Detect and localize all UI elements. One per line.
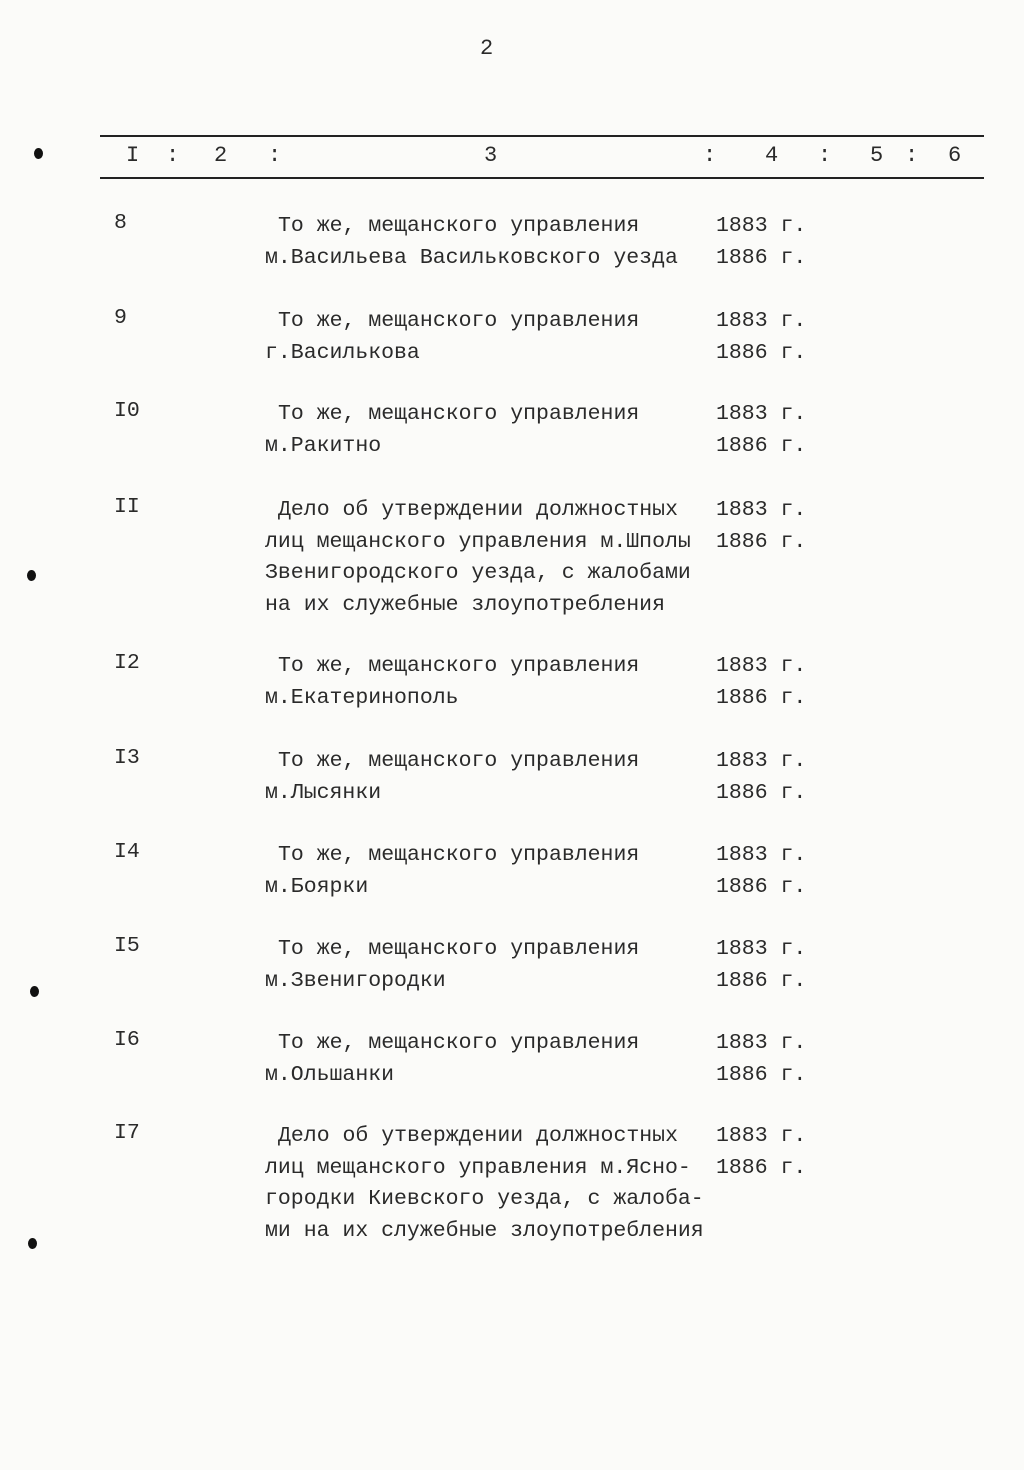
year: 1883 г. [716,937,807,961]
col-5: 5 [870,143,884,168]
description-line: на их служебные злоупотребления [265,592,665,617]
description-line: То же, мещанского управления [278,937,640,961]
year: 1886 г. [716,685,807,710]
year: 1883 г. [716,749,807,773]
col-4: 4 [765,143,779,168]
description-line: м.Звенигородки [265,968,446,993]
description-line: м.Ракитно [265,433,382,458]
entry-years [716,934,806,997]
entry-description [265,840,639,903]
entry-years [716,399,806,462]
description-line: То же, мещанского управления [278,214,640,238]
description-line: м.Лысянки [265,780,382,805]
col-6: 6 [948,143,962,168]
entry-number: 8 [114,211,127,235]
year: 1886 г. [716,968,807,993]
entry-description [265,399,639,462]
entry-number: 9 [114,306,127,330]
year: 1886 г. [716,1155,807,1180]
description-line: г.Василькова [265,340,420,365]
page-number: 2 [480,36,494,61]
entry-years [716,211,806,274]
entry-years [716,495,806,558]
year: 1886 г. [716,245,807,270]
entry-number: I7 [114,1121,140,1145]
description-line: То же, мещанского управления [278,749,640,773]
year: 1883 г. [716,402,807,426]
entry-number: I2 [114,651,140,675]
binder-hole [28,1238,37,1249]
description-line: То же, мещанского управления [278,654,640,678]
description-line: лиц мещанского управления м.Шполы [265,529,691,554]
description-line: Дело об утверждении должностных [278,1124,678,1148]
entry-description [265,211,678,274]
description-line: м.Боярки [265,874,369,899]
entry-description [265,746,639,809]
entry-number: I6 [114,1028,140,1052]
description-line: городки Киевского уезда, с жалоба- [265,1187,704,1211]
entry-number: II [114,495,140,519]
entry-description [265,306,639,369]
year: 1886 г. [716,1062,807,1087]
description-line: м.Ольшанки [265,1062,395,1087]
year: 1886 г. [716,780,807,805]
entry-years [716,746,806,809]
entry-years [716,840,806,903]
sep: : [905,143,919,168]
entry-years [716,1121,806,1184]
description-line: То же, мещанского управления [278,843,640,867]
binder-hole [27,570,36,581]
description-line: Дело об утверждении должностных [278,498,678,522]
year: 1883 г. [716,654,807,678]
sep: : [703,143,717,168]
year: 1883 г. [716,214,807,238]
description-line: То же, мещанского управления [278,402,640,426]
entry-number: I0 [114,399,140,423]
description-line: ми на их служебные злоупотребления [265,1218,704,1243]
entry-years [716,651,806,714]
entry-description [265,1121,704,1247]
description-line: м.Екатеринополь [265,685,459,710]
col-1: I [126,143,140,168]
entry-description [265,651,639,714]
year: 1883 г. [716,309,807,333]
description-line: То же, мещанского управления [278,1031,640,1055]
col-2: 2 [214,143,228,168]
entry-description [265,495,691,621]
col-3: 3 [484,143,498,168]
sep: : [818,143,832,168]
entry-description [265,1028,639,1091]
sep: : [166,143,180,168]
entry-years [716,1028,806,1091]
entry-description [265,934,639,997]
year: 1883 г. [716,843,807,867]
description-line: м.Васильева Васильковского уезда [265,245,678,270]
binder-hole [34,148,43,159]
year: 1883 г. [716,1031,807,1055]
description-line: лиц мещанского управления м.Ясно- [265,1155,691,1180]
header-top-rule [100,135,984,137]
year: 1886 г. [716,433,807,458]
description-line: Звенигородского уезда, с жалобами [265,561,691,585]
year: 1886 г. [716,874,807,899]
year: 1886 г. [716,340,807,365]
sep: : [268,143,282,168]
entry-number: I3 [114,746,140,770]
entry-years [716,306,806,369]
entry-number: I4 [114,840,140,864]
year: 1883 г. [716,1124,807,1148]
year: 1886 г. [716,529,807,554]
year: 1883 г. [716,498,807,522]
description-line: То же, мещанского управления [278,309,640,333]
header-bottom-rule [100,177,984,179]
binder-hole [30,986,39,997]
entry-number: I5 [114,934,140,958]
